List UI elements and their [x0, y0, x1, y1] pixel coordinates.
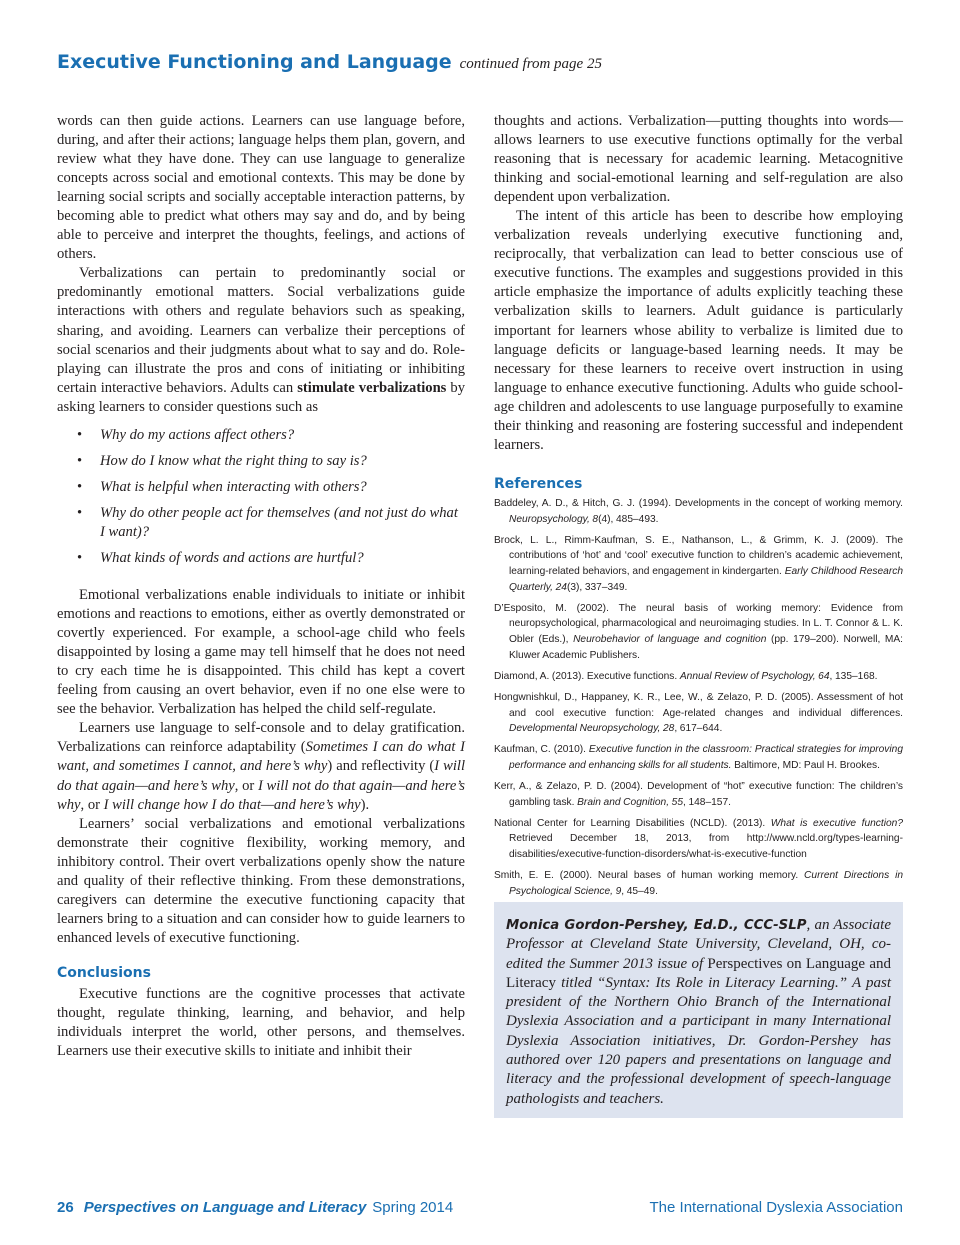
paragraph: Verbalizations can pertain to predominantly social or predominantly emotional matters. Social verbalizations guide interactions with others and regulate behaviors such as speaking, sharing, and avoiding. Learners can verbalize their perceptions of social scenarios and their judgments about what to say and do. Role-playing can illustrate the pros and cons of initiating or inhibiting certain interactive behaviors. Adults can stimulate verbalizations by asking learners to consider questions such as: [57, 265, 466, 415]
list-item: • How do I know what the right thing to say is?: [77, 452, 367, 469]
paragraph: Emotional verbalizations enable individuals to initiate or inhibit emotions and reactions to emotions, either as overtly demonstrated or covertly experienced. For example, a school-age child who feels disappointed by losing a game may tell himself that he does not need to cry each time he is disappointed. This child has kept a covert feeling from causing an overt behavior, even if no one else were to see the behavior. Verbalization has helped the child self-regulate.: [57, 587, 465, 718]
running-header: [57, 51, 903, 73]
page-number: 26: [57, 1199, 74, 1216]
issue-label: Spring 2014: [372, 1199, 454, 1216]
paragraph: The intent of this article has been to describe how employing verbalization reveals underlying executive functioning and, reciprocally, that verbalization can lead to better conscious use of executive functions. The examples and suggestions provided in this article emphasize the importance of adults explicitly teaching these verbalization skills to learners. Adult guidance is particularly important for learners whose ability to verbalize is limited due to language deficits or language-based learning needs. It may be necessary for these learners to receive overt instruction in using language to enhance executive functioning. Adults who guide school-age children and adolescents to use language purposefully to examine their thinking and reasoning are fostering successful and independent learners.: [494, 208, 903, 453]
author-bio: Monica Gordon-Pershey, Ed.D., CCC-SLP, an Associate Professor at Cleveland State University, Cleveland, OH, co-edited the Summer 2013 issue of Perspectives on Language and Literacy titled “Syntax: Its Role in Literacy Learning.” A past president of the Northern Ohio Branch of the International Dyslexia Association and a participant in many International Dyslexia Association initiatives, Dr. Gordon-Pershey has authored over 120 papers and presentations on language and literacy and the professional development of speech-language pathologists and teachers.: [506, 917, 892, 1107]
list-item: • Why do other people act for themselves (and not just do what I want)?: [77, 504, 458, 540]
references-heading: References: [494, 476, 583, 492]
list-item: • What kinds of words and actions are hurtful?: [77, 549, 364, 566]
page-footer: [57, 1199, 903, 1216]
paragraph: thoughts and actions. Verbalization—putting thoughts into words—allows learners to use executive functions optimally for the verbal reasoning that is necessary for academic learning. Metacognitive thinking and social-emotional learning and self-regulation are also dependent upon verbalization.: [494, 113, 903, 206]
reference-item: Hongwnishkul, D., Happaney, K. R., Lee, W., & Zelazo, P. D. (2005). Assessment of hot and cool executive function: Age-related changes and individual differences. Developmental Neuropsychology, 28, 617–644.: [494, 691, 903, 735]
list-item: • Why do my actions affect others?: [77, 426, 295, 443]
list-item: • What is helpful when interacting with others?: [77, 478, 367, 495]
paragraph: words can then guide actions. Learners can use language before, during, and after their actions; language helps them plan, govern, and review what they have done. They can use language to generalize concepts across social and emotional contexts. This may be done by learning social scripts and socially acceptable interaction patterns, by becoming able to predict what others may say and do, and by being able to perceive and interpret the thoughts, feelings, and actions of others.: [57, 113, 465, 263]
reference-item: National Center for Learning Disabilities (NCLD). (2013). What is executive function? Retrieved December 18, 2013, from http://www.ncld.org/types-learning-disabilities/executive-function-disorders/what-is-executive-function: [494, 817, 903, 861]
reference-item: Baddeley, A. D., & Hitch, G. J. (1994). Developments in the concept of working memory. Neuropsychology, 8(4), 485–493.: [494, 498, 903, 525]
author-name: Monica Gordon-Pershey, Ed.D., CCC-SLP: [506, 918, 807, 933]
right-column: [494, 112, 903, 455]
continued-note: continued from page 25: [459, 56, 602, 72]
reference-item: Kerr, A., & Zelazo, P. D. (2004). Development of “hot” executive function: The children’s gambling task. Brain and Cognition, 55, 148–157.: [494, 781, 903, 808]
paragraph: Learners’ social verbalizations and emotional verbalizations demonstrate their cognitive flexibility, working memory, and inhibitory control. Their overt verbalizations openly show the nature and quality of their reflective thinking. From these demonstrations, caregivers can determine the executive functioning capacity that learners bring to a situation and can consider how to guide learners to enhanced levels of executive functioning.: [57, 815, 465, 946]
bold-term: stimulate verbalizations: [297, 379, 447, 396]
reference-item: Brock, L. L., Rimm-Kaufman, S. E., Nathanson, L., & Grimm, K. J. (2009). The contributions of ‘hot’ and ‘cool’ executive function to children’s academic achievement, learning-related behaviors, and engagement in kindergarten. Early Childhood Research Quarterly, 24(3), 337–349.: [494, 534, 903, 593]
left-column: [57, 112, 465, 1061]
article-title: Executive Functioning and Language: [57, 51, 452, 73]
reference-item: Diamond, A. (2013). Executive functions. Annual Review of Psychology, 64, 135–168.: [494, 670, 878, 682]
reference-item: Kaufman, C. (2010). Executive function in the classroom: Practical strategies for improving performance and enhancing skills for all students. Baltimore, MD: Paul H. Brookes.: [494, 744, 903, 771]
question-list: [57, 426, 465, 568]
references-section: [494, 476, 903, 905]
journal-name: Perspectives on Language and Literacy: [83, 1199, 367, 1216]
reference-item: Smith, E. E. (2000). Neural bases of human working memory. Current Directions in Psychological Science, 9, 45–49.: [494, 870, 904, 897]
paragraph: Learners use language to self-console and to delay gratification. Verbalizations can reinforce adaptability (Sometimes I can do what I want, and sometimes I cannot, and here’s why) and reflectivity (I will do that again—and here’s why, or I will not do that again—and here’s why, or I will change how I do that—and here’s why).: [57, 720, 466, 813]
reference-item: D’Esposito, M. (2002). The neural basis of working memory: Evidence from neuropsychological, pharmacological and neuroimaging studies. In L. T. Connor & L. K. Obler (Eds.), Neurobehavior of language and cognition (pp. 179–200). Norwell, MA: Kluwer Academic Publishers.: [494, 602, 903, 661]
author-bio-box: [494, 902, 903, 1118]
publisher-name: The International Dyslexia Association: [649, 1199, 903, 1216]
section-heading-conclusions: Conclusions: [57, 964, 151, 981]
paragraph: Executive functions are the cognitive processes that activate thought, regulate thinking, learning, and behavior, and help individuals interpret the world, other persons, and themselves. Learners use their executive skills to initiate and inhibit their: [57, 985, 465, 1060]
